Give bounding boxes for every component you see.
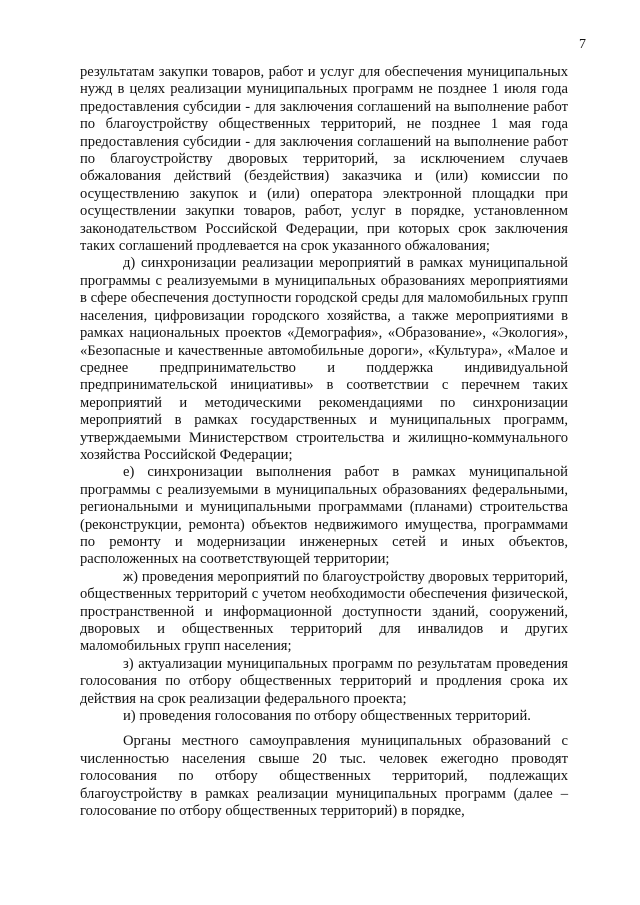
paragraph-item-z: з) актуализации муниципальных программ по результатам проведения голосования по отбору общественных территорий и продления срока их действия на срок реализации федерального проекта;: [80, 655, 568, 707]
document-body: [80, 64, 568, 820]
paragraph-item-e: е) синхронизации выполнения работ в рамках муниципальной программы с реализуемыми в муниципальных образованиях федеральными, региональными и муниципальными программами (планами) строительства (реконструкции, ремонта) объектов недвижимого имущества, программами по ремонту и модернизации инженерных сетей и иных объектов, расположенных на соответствующей территории;: [80, 464, 568, 568]
page-number: 7: [579, 37, 586, 52]
paragraph-item-zh: ж) проведения мероприятий по благоустройству дворовых территорий, общественных территорий с учетом необходимости обеспечения физической, пространственной и информационной доступности зданий, сооружений, дворовых и общественных территорий для инвалидов и других маломобильных групп населения;: [80, 568, 568, 655]
paragraph-item-i: и) проведения голосования по отбору общественных территорий.: [123, 708, 531, 725]
paragraph-item-d: д) синхронизации реализации мероприятий в рамках муниципальной программы с реализуемыми в муниципальных образованиях мероприятиями в сфере обеспечения доступности городской среды для маломобильных групп населения, цифровизации городского хозяйства, а также мероприятиями в рамках национальных проектов «Демография», «Образование», «Экология», «Безопасные и качественные автомобильные дороги», «Культура», «Малое и среднее предпринимательство и поддержка индивидуальной предпринимательской инициативы» в соответствии с перечнем таких мероприятий и методическими рекомендациями по синхронизации мероприятий в рамках государственных и муниципальных программ, утверждаемыми Министерством строительства и жилищно-коммунального хозяйства Российской Федерации;: [80, 255, 568, 463]
paragraph-voting: Органы местного самоуправления муниципальных образований с численностью населения свыше 20 тыс. человек ежегодно проводят голосования по отбору общественных территорий, подлежащих благоустройству в рамках реализации муниципальных программ (далее – голосование по отбору общественных территорий) в порядке,: [80, 733, 568, 820]
paragraph-continuation: результатам закупки товаров, работ и услуг для обеспечения муниципальных нужд в целях реализации муниципальных программ не позднее 1 июля года предоставления субсидии - для заключения соглашений на выполнение работ по благоустройству общественных территорий, не позднее 1 мая года предоставления субсидии - для заключения соглашений на выполнение работ по благоустройству дворовых территорий, за исключением случаев обжалования действий (бездействия) заказчика и (или) комиссии по осуществлению закупок и (или) оператора электронной площадки при осуществлении закупки товаров, работ, услуг в порядке, установленном законодательством Российской Федерации, при которых срок заключения таких соглашений продлевается на срок указанного обжалования;: [80, 64, 568, 255]
